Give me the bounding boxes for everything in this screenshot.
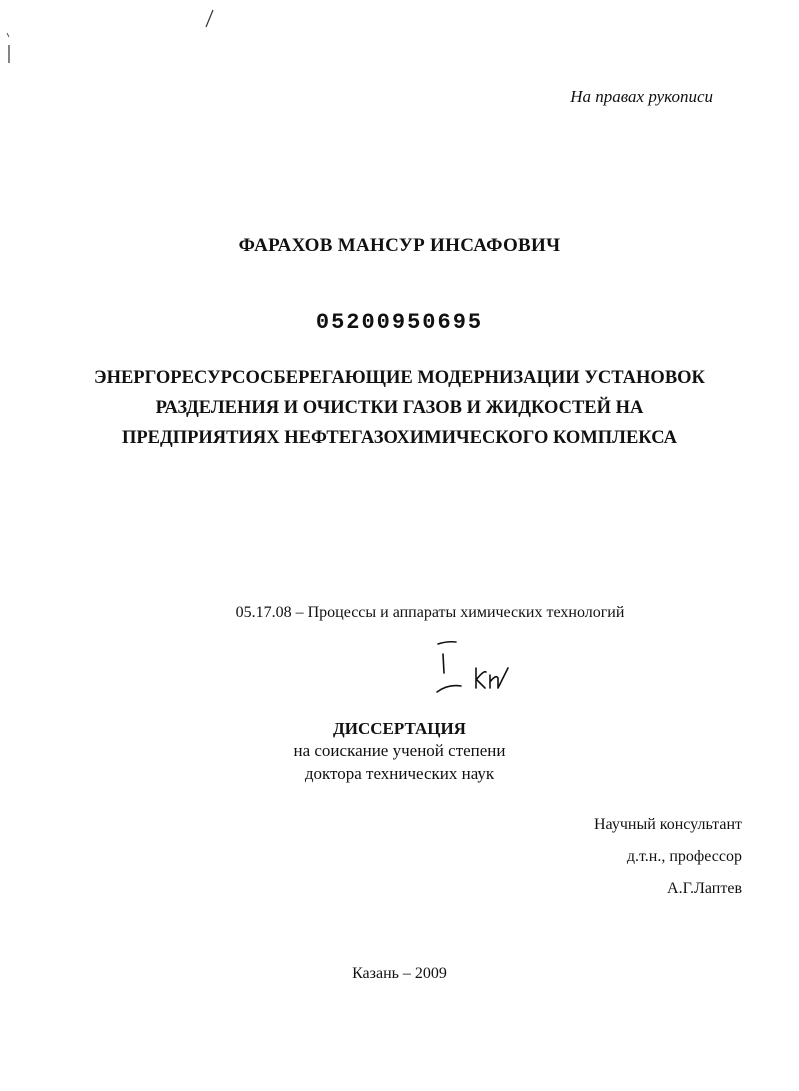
degree-line: доктора технических наук [304,764,495,783]
consultant-name: А.Г.Лаптев [667,880,742,897]
pen-mark [206,10,213,27]
degree-line: на соискание ученой степени [293,741,506,760]
title-line: ЭНЕРГОРЕСУРСОСБЕРЕГАЮЩИЕ МОДЕРНИЗАЦИИ УСТАНОВОК [94,368,705,388]
title-line: ПРЕДПРИЯТИЯХ НЕФТЕГАЗОХИМИЧЕСКОГО КОМПЛЕКСА [121,428,678,448]
degree-type: ДИССЕРТАЦИЯ [333,719,466,738]
rights-note: На правах рукописи [570,87,713,106]
handwritten-mark [437,642,508,692]
city-year: Казань – 2009 [352,965,447,982]
margin-mark [7,33,9,37]
consultant-degree: д.т.н., профессор [626,848,742,865]
consultant-label: Научный консультант [594,816,742,833]
stamp-code: 05200950695 [315,310,484,335]
title-line: РАЗДЕЛЕНИЯ И ОЧИСТКИ ГАЗОВ И ЖИДКОСТЕЙ НА [155,398,644,418]
author-name: ФАРАХОВ МАНСУР ИНСАФОВИЧ [238,235,561,256]
specialty: 05.17.08 – Процессы и аппараты химических технологий [235,604,625,621]
